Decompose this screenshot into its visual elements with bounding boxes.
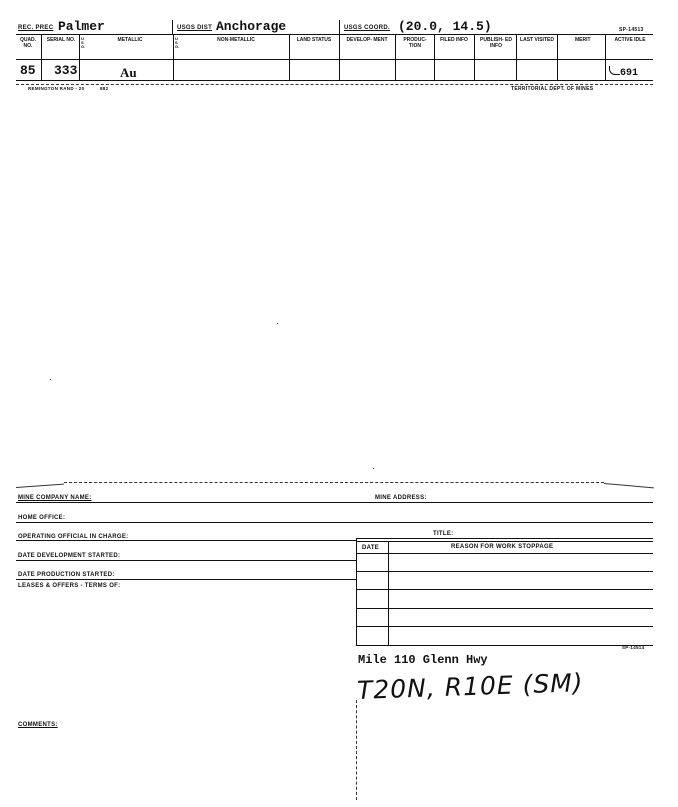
form-code-top: SP-14513	[619, 27, 644, 33]
leases-label: LEASES & OFFERS - TERMS OF:	[18, 583, 121, 589]
col-divider	[41, 35, 42, 80]
col-divider	[434, 35, 435, 80]
rule-title	[356, 538, 653, 539]
col-divider	[289, 35, 290, 80]
col-divider	[395, 35, 396, 80]
usgs-coord-label: USGS COORD.	[344, 25, 390, 31]
stoppage-row-3	[356, 608, 653, 609]
rec-prec-value: Palmer	[58, 19, 105, 34]
rule-prod-started	[16, 579, 356, 580]
mine-address-label: MINE ADDRESS:	[375, 495, 427, 501]
speck	[277, 323, 278, 324]
row-metallic: Au	[120, 65, 137, 80]
printer-label: REMINGTON RAND - 20	[28, 86, 85, 91]
speck	[373, 468, 374, 469]
col-divider	[339, 35, 340, 80]
mine-company-name-label: MINE COMPANY NAME:	[18, 495, 92, 501]
col-divider	[605, 35, 606, 80]
col-divider	[516, 35, 517, 80]
comments-label: COMMENTS:	[18, 722, 58, 728]
col-serial-no: SERIAL NO.	[46, 37, 76, 43]
col-non-metallic: NON-METALLIC	[217, 37, 255, 43]
dept-label: TERRITORIAL DEPT. OF MINES	[511, 86, 594, 92]
col-divider	[474, 35, 475, 80]
row-serial-no: 333	[54, 63, 78, 78]
col-metallic: METALLIC	[117, 37, 143, 43]
form-code-lower: SP-14514	[622, 645, 645, 650]
home-office-label: HOME OFFICE:	[18, 515, 66, 521]
printer-code: 882	[100, 86, 109, 91]
lower-vertical-dash	[356, 700, 357, 800]
col-divider	[557, 35, 558, 80]
data-row-rule	[16, 80, 653, 81]
reason-col-header: REASON FOR WORK STOPPAGE	[451, 544, 554, 550]
rule-operating	[16, 540, 356, 541]
speck	[50, 379, 51, 380]
col-quad-no: QUAD. NO.	[19, 37, 37, 49]
stoppage-row-2	[356, 589, 653, 590]
row-quad-no: 85	[20, 63, 36, 78]
header-divider-2	[339, 20, 340, 34]
col-last-visited: LAST VISITED	[520, 37, 554, 43]
rule-title-double	[356, 541, 653, 542]
date-dev-started-label: DATE DEVELOPMENT STARTED:	[18, 553, 121, 559]
stoppage-left-border	[356, 538, 357, 646]
row-active-idle: 691	[620, 68, 639, 79]
rule-dev-started	[16, 560, 356, 561]
col-filed-info: FILED INFO	[440, 37, 468, 43]
location-handwritten: T20N, R10E (SM)	[356, 668, 584, 705]
col-divider	[79, 35, 80, 80]
stoppage-date-divider	[388, 541, 389, 646]
date-prod-started-label: DATE PRODUCTION STARTED:	[18, 572, 115, 578]
check-mark-icon	[609, 66, 620, 75]
usgs-dist-value: Anchorage	[216, 19, 287, 34]
col-divider	[173, 35, 174, 80]
col-usg-metallic: U S G.	[81, 36, 86, 49]
col-production: PRODUC- TION	[403, 37, 427, 49]
stoppage-row-1	[356, 571, 653, 572]
rec-prec-label: REC. PREC	[18, 25, 54, 31]
col-active-idle: ACTIVE IDLE	[614, 37, 646, 43]
corner-curl-left	[16, 484, 64, 488]
col-merit: MERIT	[575, 37, 591, 43]
col-land-status: LAND STATUS	[296, 37, 332, 43]
title-label: TITLE:	[433, 531, 454, 537]
corner-curl-right	[604, 483, 654, 488]
stoppage-row-5	[356, 645, 653, 646]
usgs-dist-label: USGS DIST	[177, 25, 213, 31]
lower-card-cut-line	[64, 482, 604, 483]
date-col-header: DATE	[362, 545, 380, 551]
rule-home-office	[16, 522, 653, 523]
col-published-info: PUBLISH- ED INFO	[480, 37, 512, 49]
stoppage-row-4	[356, 626, 653, 627]
location-typed: Mile 110 Glenn Hwy	[358, 653, 488, 667]
usgs-coord-value: (20.0, 14.5)	[398, 19, 492, 34]
col-usg-nonmetallic: U S G.	[175, 36, 180, 49]
operating-official-label: OPERATING OFFICIAL IN CHARGE:	[18, 534, 129, 540]
top-card-cut-line	[16, 84, 653, 85]
rule-company	[16, 502, 653, 503]
col-development: DEVELOP- MENT	[346, 37, 388, 43]
rule-stoppage-header	[356, 553, 653, 554]
header-divider-1	[172, 20, 173, 34]
